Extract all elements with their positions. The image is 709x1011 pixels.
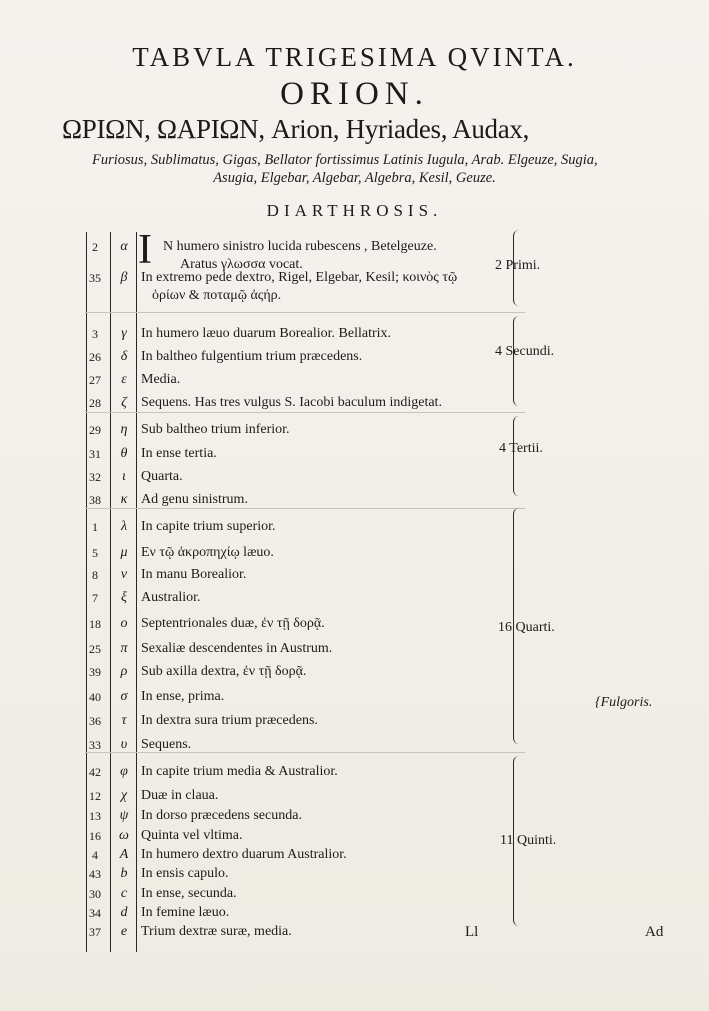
star-number: 39	[89, 665, 101, 679]
magnitude-group-label: 4 Tertii.	[499, 441, 543, 456]
star-description: Sub axilla dextra, ἐν τῇ δορᾷ.	[141, 664, 307, 679]
bayer-letter: c	[120, 886, 128, 901]
star-number: 42	[89, 765, 101, 779]
group-separator	[85, 508, 525, 509]
bayer-letter: η	[120, 422, 128, 437]
star-number: 31	[89, 447, 101, 461]
star-number: 16	[89, 829, 101, 843]
star-number: 34	[89, 906, 101, 920]
star-description: Sexaliæ descendentes in Austrum.	[141, 641, 333, 656]
star-description: Sequens.	[141, 737, 192, 752]
star-number: 25	[89, 642, 101, 656]
star-number: 12	[89, 789, 101, 803]
alternate-names: ΩΡΙΩΝ, ΩΑΡΙΩΝ, Arion, Hyriades, Audax,	[62, 114, 530, 144]
star-description: In capite trium superior.	[141, 519, 276, 534]
group-separator	[85, 412, 525, 413]
bayer-letter: ω	[119, 828, 129, 843]
synonyms-line-1: Furiosus, Sublimatus, Gigas, Bellator fortissimus Latinis Iugula, Arab. Elgeuze, Sugia,	[92, 152, 598, 168]
star-description: In ense tertia.	[141, 446, 217, 461]
star-number: 30	[89, 887, 101, 901]
section-heading: DIARTHROSIS.	[266, 201, 443, 220]
star-description: Duæ in claua.	[141, 788, 219, 803]
star-description: Media.	[141, 372, 181, 387]
bayer-letter: ο	[120, 616, 128, 631]
bayer-letter: ζ	[121, 395, 127, 410]
star-description: In dorso præcedens secunda.	[141, 808, 302, 823]
star-number: 32	[89, 470, 101, 484]
star-number: 35	[89, 271, 101, 285]
star-description: N humero sinistro lucida rubescens , Betelgeuze.	[163, 239, 437, 254]
star-description: Sequens. Has tres vulgus S. Iacobi baculum indigetat.	[141, 395, 442, 410]
bayer-letter: β	[120, 270, 128, 285]
bayer-letter: χ	[120, 788, 128, 803]
bayer-letter: ι	[122, 469, 126, 484]
magnitude-group-label: 16 Quarti.	[498, 620, 555, 635]
star-description: Quarta.	[141, 469, 183, 484]
bayer-letter: b	[120, 866, 128, 881]
star-description: In dextra sura trium præcedens.	[141, 713, 318, 728]
bayer-letter: e	[120, 924, 128, 939]
star-number: 7	[92, 591, 98, 605]
bayer-letter: σ	[120, 689, 128, 704]
star-description: In ense, prima.	[141, 689, 225, 704]
magnitude-group-label: 2 Primi.	[495, 258, 541, 273]
star-number: 1	[92, 520, 98, 534]
star-number: 29	[89, 423, 101, 437]
bayer-letter: φ	[120, 764, 128, 779]
table-rule-numbers	[110, 232, 111, 952]
star-number: 37	[89, 925, 101, 939]
star-number: 27	[89, 373, 101, 387]
star-description: In humero dextro duarum Australior.	[141, 847, 347, 862]
star-description: Trium dextræ suræ, media.	[141, 924, 292, 939]
star-number: 26	[89, 350, 101, 364]
synonyms-line-2: Asugia, Elgebar, Algebar, Algebra, Kesil, Geuze.	[213, 170, 496, 186]
bayer-letter: π	[120, 641, 128, 656]
bayer-letter: μ	[120, 545, 128, 560]
catchword: Ad	[645, 924, 664, 940]
bayer-letter: λ	[120, 519, 128, 534]
star-number: 28	[89, 396, 101, 410]
bayer-letter: α	[120, 239, 128, 254]
star-number: 38	[89, 493, 101, 507]
star-description: In baltheo fulgentium trium præcedens.	[141, 349, 363, 364]
star-description-continued: Aratus γλωσσα vocat.	[180, 257, 303, 272]
star-number: 43	[89, 867, 101, 881]
star-number: 13	[89, 809, 101, 823]
drop-cap-I: I	[138, 227, 152, 273]
star-number: 5	[92, 546, 98, 560]
star-description: In ensis capulo.	[141, 866, 229, 881]
bayer-letter: ρ	[120, 664, 128, 679]
star-number: 18	[89, 617, 101, 631]
star-description: In humero læuo duarum Borealior. Bellatrix.	[141, 326, 392, 341]
star-description-continued: ὁρίων & ποταμῷ ἀςήρ.	[152, 288, 282, 303]
star-description: Australior.	[141, 590, 201, 605]
bayer-letter: ν	[120, 567, 128, 582]
star-description: In extremo pede dextro, Rigel, Elgebar, Kesil; κοινὸς τῷ	[141, 270, 458, 285]
signature-mark: Ll	[465, 924, 479, 940]
bayer-letter: ψ	[119, 808, 129, 823]
table-rule-letters	[136, 232, 137, 952]
group-separator	[85, 752, 525, 753]
star-number: 40	[89, 690, 101, 704]
magnitude-group-label: 11 Quinti.	[500, 833, 557, 848]
star-description: In manu Borealior.	[141, 567, 247, 582]
star-number: 2	[92, 240, 98, 254]
star-number: 4	[92, 848, 98, 862]
table-title: TABVLA TRIGESIMA QVINTA.	[132, 42, 577, 72]
constellation-name: ORION.	[280, 76, 429, 112]
star-description: Εν τῷ ἀκροπηχίῳ læuo.	[141, 545, 274, 560]
star-description: In femine læuo.	[141, 905, 230, 920]
bayer-letter: ξ	[121, 590, 127, 605]
star-description: In ense, secunda.	[141, 886, 237, 901]
side-note: {Fulgoris.	[595, 695, 653, 710]
group-separator	[85, 312, 525, 313]
magnitude-group-label: 4 Secundi.	[495, 344, 555, 359]
star-description: Quinta vel vltima.	[141, 828, 243, 843]
star-number: 36	[89, 714, 101, 728]
star-description: Septentrionales duæ, ἐν τῇ δορᾷ.	[141, 616, 325, 631]
star-number: 33	[89, 738, 101, 752]
star-number: 3	[92, 327, 98, 341]
group-brace	[513, 316, 520, 406]
star-description: Sub baltheo trium inferior.	[141, 422, 290, 437]
bayer-letter: θ	[120, 446, 128, 461]
star-number: 8	[92, 568, 98, 582]
bayer-letter: γ	[121, 326, 127, 341]
bayer-letter: τ	[121, 713, 127, 728]
bayer-letter: δ	[120, 349, 128, 364]
star-description: In capite trium media & Australior.	[141, 764, 338, 779]
bayer-letter: κ	[120, 492, 128, 507]
bayer-letter: d	[120, 905, 128, 920]
bayer-letter: A	[119, 847, 129, 862]
bayer-letter: υ	[120, 737, 128, 752]
bayer-letter: ε	[121, 372, 127, 387]
star-description: Ad genu sinistrum.	[141, 492, 248, 507]
